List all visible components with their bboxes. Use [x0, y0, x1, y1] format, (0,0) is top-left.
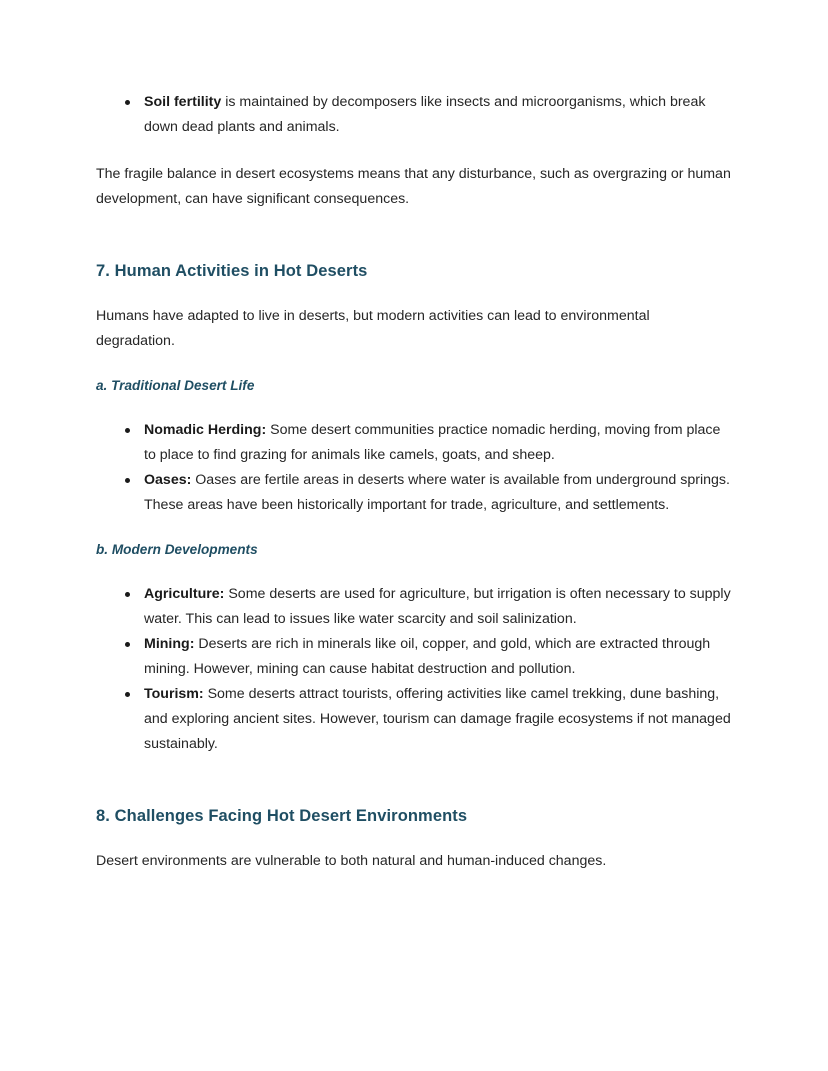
- spacer: [96, 827, 732, 849]
- list-item-lead: Mining:: [144, 636, 195, 652]
- list-item-lead: Soil fertility: [144, 94, 222, 110]
- subheading-modern-developments: b. Modern Developments: [96, 542, 258, 557]
- list-item-lead: Agriculture:: [144, 586, 225, 602]
- spacer: [96, 396, 732, 418]
- list-item: [96, 90, 732, 140]
- section-8-intro-paragraph: Desert environments are vulnerable to both natural and human-induced changes.: [96, 853, 607, 869]
- list-item: [96, 582, 732, 632]
- list-item-lead: Tourism:: [144, 686, 204, 702]
- list-item-lead: Oases:: [144, 472, 192, 488]
- spacer: [96, 212, 732, 260]
- section-7-heading: 7. Human Activities in Hot Deserts: [96, 262, 368, 280]
- spacer: [96, 757, 732, 805]
- list-item-lead: Nomadic Herding:: [144, 422, 267, 438]
- spacer: [96, 354, 732, 376]
- fragile-balance-paragraph: The fragile balance in desert ecosystems means that any disturbance, such as overgrazing or human development, can have significant consequences.: [96, 166, 731, 207]
- list-item-text: Some deserts attract tourists, offering activities like camel trekking, dune bashing, and exploring ancient sites. However, tourism can damage fragile ecosystems if not managed sustainably.: [144, 686, 731, 752]
- modern-developments-list: [96, 582, 732, 757]
- soil-fertility-list: [96, 90, 732, 140]
- list-item-text: Some deserts are used for agriculture, but irrigation is often necessary to supply water. This can lead to issues like water scarcity and soil salinization.: [144, 586, 731, 627]
- list-item: [96, 632, 732, 682]
- section-8-heading: 8. Challenges Facing Hot Desert Environments: [96, 807, 468, 825]
- traditional-desert-life-list: [96, 418, 732, 518]
- list-item: [96, 468, 732, 518]
- section-7-intro-paragraph: Humans have adapted to live in deserts, but modern activities can lead to environmental degradation.: [96, 308, 650, 349]
- spacer: [96, 140, 732, 162]
- list-item-text: Oases are fertile areas in deserts where water is available from underground springs. These areas have been historically important for trade, agriculture, and settlements.: [144, 472, 730, 513]
- list-item: [96, 682, 732, 757]
- list-item-text: Some desert communities practice nomadic herding, moving from place to place to find grazing for animals like camels, goats, and sheep.: [144, 422, 721, 463]
- spacer: [96, 282, 732, 304]
- list-item: [96, 418, 732, 468]
- list-item-text: Deserts are rich in minerals like oil, copper, and gold, which are extracted through mining. However, mining can cause habitat destruction and pollution.: [144, 636, 711, 677]
- subheading-traditional-desert-life: a. Traditional Desert Life: [96, 378, 255, 393]
- document-content: [96, 90, 732, 874]
- spacer: [96, 518, 732, 540]
- spacer: [96, 560, 732, 582]
- list-item-text: is maintained by decomposers like insects and microorganisms, which break down dead plants and animals.: [144, 94, 706, 135]
